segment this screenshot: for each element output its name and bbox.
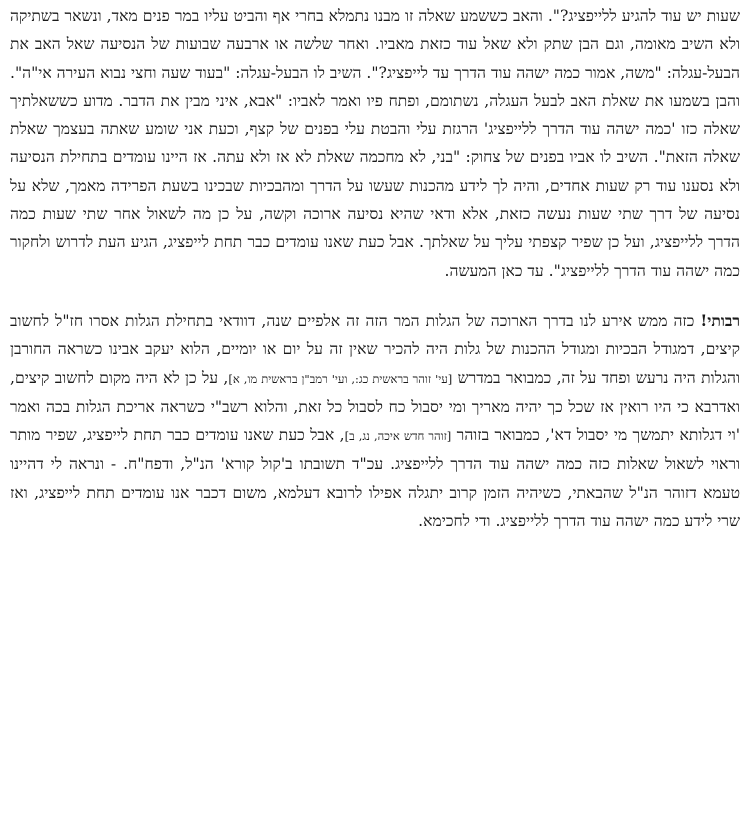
story-paragraph [10,2,740,285]
citation-zohar-bereshit: [עי' זוהר בראשית כג:, ועי' רמב"ן בראשית מו, א] [228,371,453,386]
lead-word: רבותי! [700,310,740,330]
lesson-text-part-2: , על כן לא היה מקום לחשוב קיצים, ואדרבא כי היו רואין אז שכל כך יהיה מאריך ומי יסבול כח לסבול כל זאת, והלוא רשב"י כשראה אריכת הגלות בכה ואמר 'וי דגלותא יתמשך מי יסבול דא', כמבואר בזוהר [10,368,740,445]
lesson-paragraph [10,307,740,535]
lesson-text-part-3: , אבל כעת שאנו עומדים כבר תחת לייפציג, שפיר מותר וראוי לשאול שאלות כזה כמה ישהה עוד הדרך ללייפציג. עכ"ד תשובתו ב'קול קורא' הנ"ל, ודפח"ח. - ונראה לי דהיינו טעמא דזוהר הנ"ל שהבאתי, כשיהיה הזמן קרוב יתגלה אפילו לרובא דעלמא, משום דכבר אנו עומדים תחת לייפציג, ואז שרי לידע כמה ישהה עוד הדרך ללייפציג. ודי לחכימא. [10,426,740,531]
document-page [10,2,740,535]
lesson-text-part-1: כזה ממש אירע לנו בדרך הארוכה של הגלות המר הזה זה אלפיים שנה, דוודאי בתחילת הגלות אסרו חז"ל לחשוב קיצים, דמגודל הבכיות ומגודל ההכנות של גלות היה להכיר שאין זה על יום או יומיים, הלוא יעקב אבינו כשראה החורבן והגלות היה נרעש ופחד על זה, כמבואר במדרש [10,311,740,387]
citation-zohar-chadash: [זוהר חדש איכה, נג, ב] [344,429,452,444]
story-text: שעות יש עוד להגיע ללייפציג?". והאב כששמע שאלה זו מבנו נתמלא בחרי אף והביט עליו במר פנים מאד, ונשאר בשתיקה ולא השיב מאומה, וגם הבן שתק ולא שאל עוד כזאת מאביו. ואחר שלשה או ארבעה שבועות של הנסיעה שאל האב את הבעל-עגלה: "משה, אמור כמה ישהה עוד הדרך עד לייפציג?". השיב לו הבעל-עגלה: "בעוד שעה וחצי נבוא העירה אי"ה". והבן בשמעו את שאלת האב לבעל העגלה, נשתומם, ופתח פיו ואמר לאביו: "אבא, איני מבין את הדבר. מדוע כששאלתיך שאלה כזו 'כמה ישהה עוד הדרך ללייפציג' הרגזת עלי והבטת עלי בפנים של קצף, וכעת אני שומע שאתה בעצמך שאלת שאלה הזאת". השיב לו אביו בפנים של צחוק: "בני, לא מחכמה שאלת לא אז ולא עתה. אז היינו עומדים בתחילת הנסיעה ולא נסענו עוד רק שעות אחדים, והיה לך לידע מהכנות שעשו על הדרך ומהבכיות שבכינו בשעת הפרידה מאמך, שלא על נסיעה של דרך שתי שעות נעשה כזאת, אלא ודאי שהיא נסיעה ארוכה וקשה, על כן מה לשאול אחר שתי שעות כמה הדרך ללייפציג, ועל כן שפיר קצפתי עליך על שאלתך. אבל כעת שאנו עומדים כבר תחת לייפציג, הגיע העת לדרוש ולחקור כמה ישהה עוד הדרך ללייפציג". עד כאן המעשה. [10,7,740,280]
